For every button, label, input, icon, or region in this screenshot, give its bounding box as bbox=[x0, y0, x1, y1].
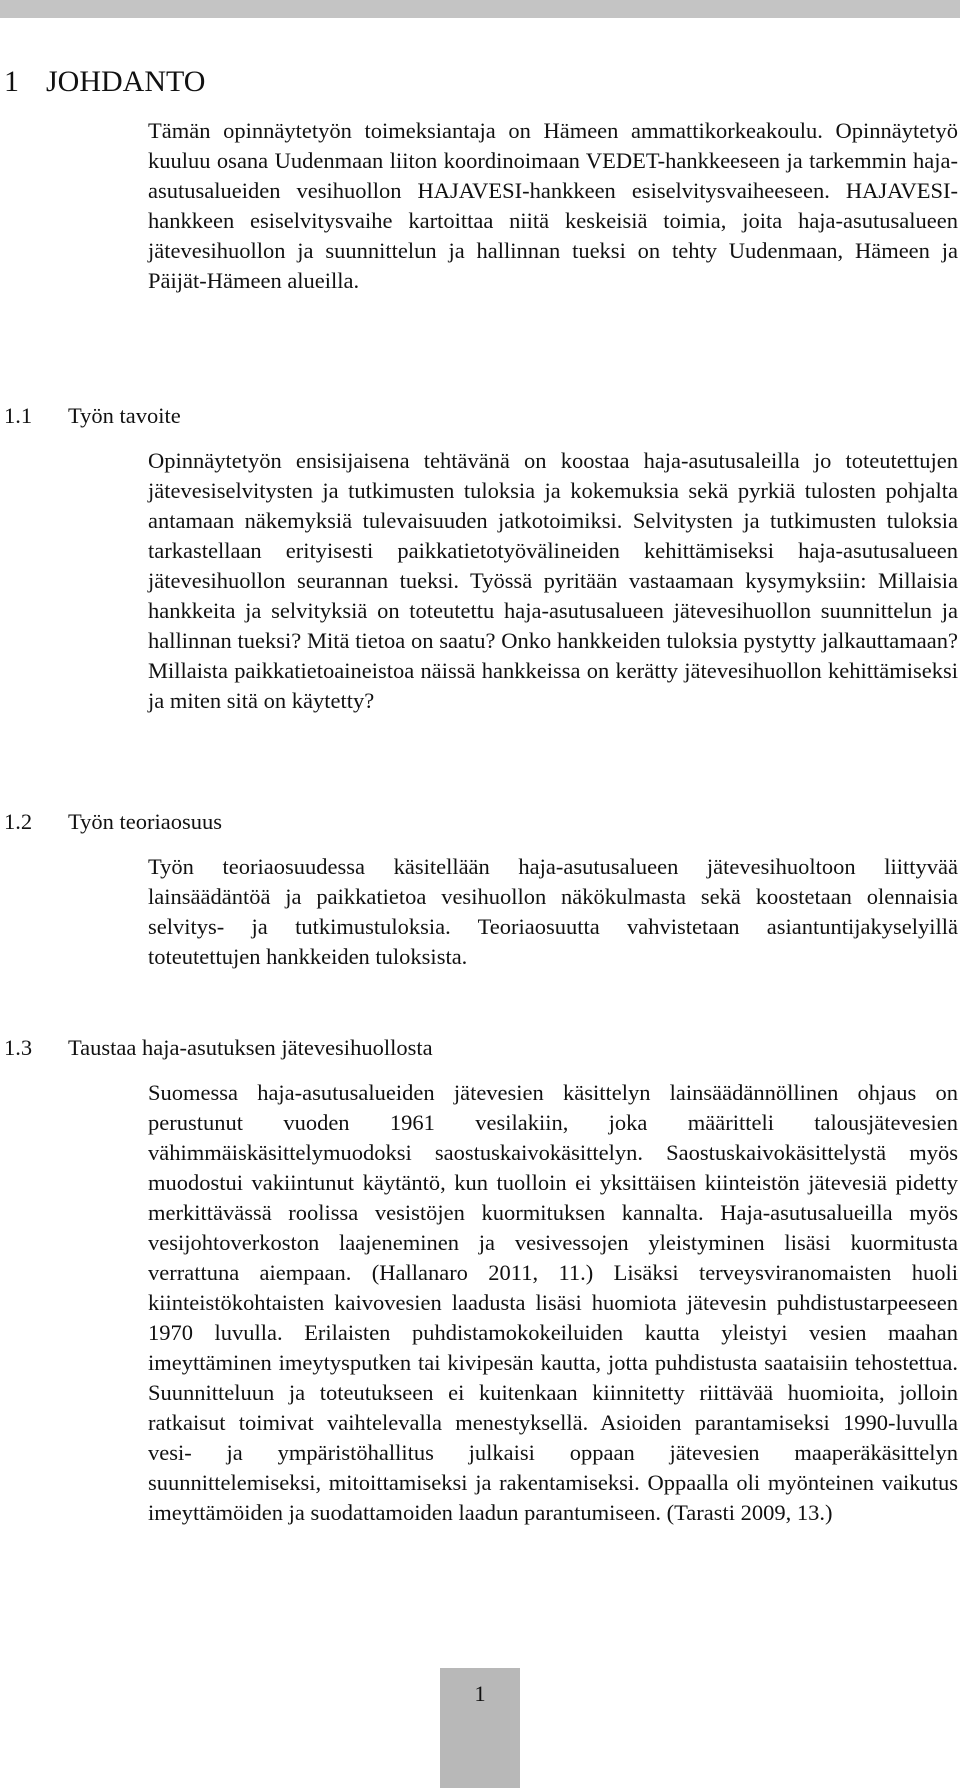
page-footer-box bbox=[440, 1668, 520, 1788]
section-heading-1-2 bbox=[4, 808, 222, 836]
chapter-title: JOHDANTO bbox=[46, 65, 206, 98]
section-title: Työn teoriaosuus bbox=[68, 809, 223, 834]
section-number: 1.1 bbox=[4, 403, 33, 428]
section-heading-1-3 bbox=[4, 1034, 433, 1062]
section-number: 1.3 bbox=[4, 1035, 33, 1060]
section-title: Taustaa haja-asutuksen jätevesihuollosta bbox=[68, 1035, 433, 1060]
section-heading-1-1 bbox=[4, 402, 181, 430]
section-1-3-paragraph: Suomessa haja-asutusalueiden jätevesien käsittelyn lainsäädännöllinen ohjaus on perustunut vuoden 1961 vesilakiin, joka määritteli talousjätevesien vähimmäiskäsittelymuodoksi saostuskaivokäsittelyn. Saostuskaivokäsittelystä myös muodostui vakiintunut käytäntö, kun tuolloin ei yksittäisen kiinteistön jätevesiä pidetty merkittävässä roolissa vesistöjen kuormituksen kannalta. Haja-asutusalueilla myös vesijohtoverkoston laajeneminen ja vesivessojen yleistyminen lisäsi kuormitusta verrattuna aiempaan. (Hallanaro 2011, 11.) Lisäksi terveysviranomaisten huoli kiinteistökohtaisten kaivovesien laadusta lisäsi huomiota jätevesin puhdistustarpeeseen 1970 luvulla. Erilaisten puhdistamokokeiluiden kautta yleistyi vesien maahan imeyttäminen imeytysputken tai kivipesän kautta, jotta puhdistusta saataisiin tehostettua. Suunnitteluun ja toteutukseen ei kuitenkaan kiinnitetty riittävää huomioita, jolloin ratkaisut toimivat vaihtelevalla menestyksellä. Asioiden parantamiseksi 1990-luvulla vesi- ja ympäristöhallitus julkaisi oppaan jätevesien maaperäkäsittelyn suunnittelemiseksi, mitoittamiseksi ja rakentamiseksi. Oppaalla oli myönteinen vaikutus imeyttämöiden ja suodattamoiden laadun parantumiseen. (Tarasti 2009, 13.) bbox=[148, 1080, 958, 1525]
section-1-1-paragraph: Opinnäytetyön ensisijaisena tehtävänä on koostaa haja-asutusaleilla jo toteutettujen jätevesiselvitysten ja tutkimusten tuloksia ja kokemuksia sekä pyrkiä tulosten pohjalta antamaan näkemyksiä tulevaisuuden jatkotoimiksi. Selvitysten ja tutkimusten tuloksia tarkastellaan erityisesti paikkatietotyövälineiden kehittämiseksi haja-asutusalueen jätevesihuollon seurannan tueksi. Työssä pyritään vastaamaan kysymyksiin: Millaisia hankkeita ja selvityksiä on toteutettu haja-asutusalueen jätevesihuollon suunnittelun ja hallinnan tueksi? Mitä tietoa on saatu? Onko hankkeiden tuloksia pystytty jalkauttamaan? Millaista paikkatietoaineistoa näissä hankkeissa on kerätty jätevesihuollon kehittämiseksi ja miten sitä on käytetty? bbox=[148, 448, 958, 713]
section-1-2-paragraph: Työn teoriaosuudessa käsitellään haja-asutusalueen jätevesihuoltoon liittyvää lainsäädäntöä ja paikkatietoa vesihuollon näkökulmasta sekä koostetaan olennaisia selvitys- ja tutkimustuloksia. Teoriaosuutta vahvistetaan asiantuntijakyselyillä toteutettujen hankkeiden tuloksista. bbox=[148, 854, 958, 969]
chapter-number: 1 bbox=[4, 65, 19, 98]
page-number: 1 bbox=[474, 1681, 486, 1706]
chapter-heading bbox=[4, 64, 205, 100]
chapter-intro-paragraph: Tämän opinnäytetyön toimeksiantaja on Hämeen ammattikorkeakoulu. Opinnäytetyö kuuluu osana Uudenmaan liiton koordinoimaan VEDET-hankkeeseen ja tarkemmin haja-asutusalueiden vesihuollon HAJAVESI-hankkeen esiselvitysvaiheeseen. HAJAVESI-hankkeen esiselvitysvaihe kartoittaa niitä keskeisiä toimia, joita haja-asutusalueen jätevesihuollon ja suunnittelun ja hallinnan tueksi on tehty Uudenmaan, Hämeen ja Päijät-Hämeen alueilla. bbox=[148, 118, 958, 293]
section-number: 1.2 bbox=[4, 809, 33, 834]
section-title: Työn tavoite bbox=[68, 403, 181, 428]
page-top-bar bbox=[0, 0, 960, 18]
